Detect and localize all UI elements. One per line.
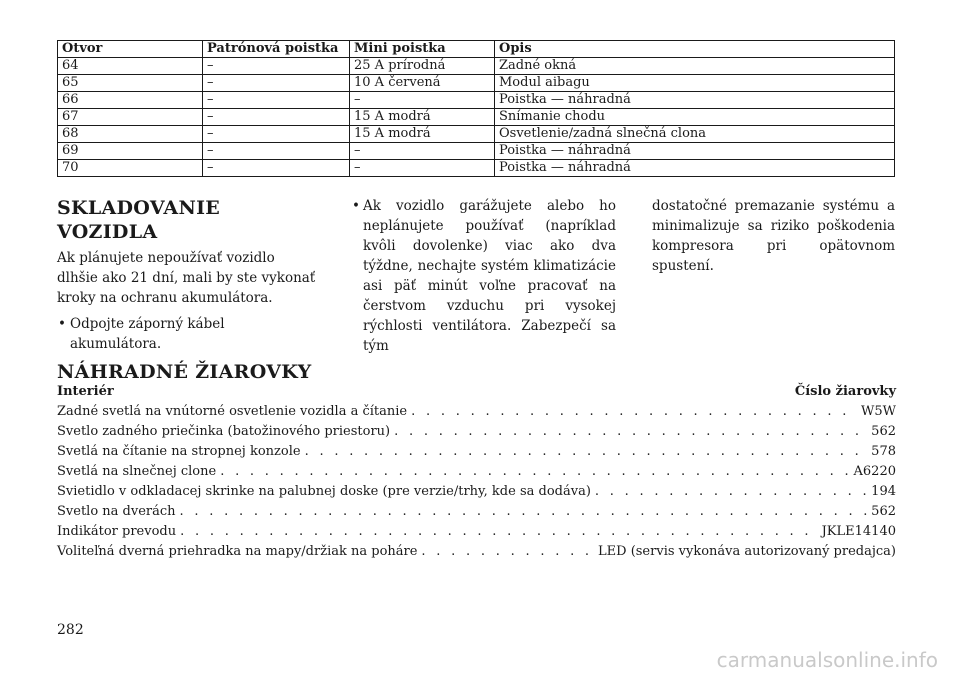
bulb-label: Indikátor prevodu xyxy=(57,524,177,539)
dot-leader xyxy=(220,462,849,482)
cell-cartridge: – xyxy=(203,126,350,143)
bulb-label: Svetlá na čítanie na stropnej konzole xyxy=(57,444,301,459)
bulb-number: 578 xyxy=(871,444,896,459)
storage-intro: Ak plánujete nepoužívať vozidlo dlhšie ako 21 dní, mali by ste vykonať kroky na ochranu akumulátora. xyxy=(57,250,316,306)
cell-description: Snímanie chodu xyxy=(495,109,895,126)
bulb-label: Svetlá na slnečnej clone xyxy=(57,464,217,479)
cell-cartridge: – xyxy=(203,143,350,160)
table-row xyxy=(58,126,895,143)
list-item xyxy=(57,542,896,562)
storage-column-right xyxy=(652,196,895,276)
bulb-label: Svetlo na dverách xyxy=(57,504,176,519)
cell-description: Poistka — náhradná xyxy=(495,160,895,177)
list-item xyxy=(57,522,896,542)
bulb-list-header xyxy=(57,382,896,402)
bullet-icon: • xyxy=(58,316,66,332)
cell-cavity: 68 xyxy=(58,126,203,143)
cell-description: Poistka — náhradná xyxy=(495,92,895,109)
dot-leader xyxy=(595,482,867,502)
cell-description: Poistka — náhradná xyxy=(495,143,895,160)
storage-bullet-1: Odpojte záporný kábel akumulátora. xyxy=(70,316,225,352)
list-item xyxy=(57,422,896,442)
header-mini-fuse: Mini poistka xyxy=(350,41,495,58)
table-row xyxy=(58,75,895,92)
storage-heading xyxy=(57,196,317,244)
cell-cartridge: – xyxy=(203,92,350,109)
cell-description: Zadné okná xyxy=(495,58,895,75)
bulb-number: W5W xyxy=(861,404,896,419)
bulb-number: 194 xyxy=(871,484,896,499)
cell-description: Modul aibagu xyxy=(495,75,895,92)
fuse-table xyxy=(57,40,895,177)
dot-leader xyxy=(180,522,817,542)
list-item xyxy=(57,314,317,354)
cell-cartridge: – xyxy=(203,75,350,92)
bulb-number: 562 xyxy=(871,504,896,519)
table-row xyxy=(58,109,895,126)
cell-cavity: 64 xyxy=(58,58,203,75)
cell-cartridge: – xyxy=(203,109,350,126)
cell-cavity: 66 xyxy=(58,92,203,109)
list-item xyxy=(57,502,896,522)
cell-cavity: 67 xyxy=(58,109,203,126)
cell-mini: – xyxy=(350,143,495,160)
bulb-number: JKLE14140 xyxy=(821,524,896,539)
cell-mini: – xyxy=(350,160,495,177)
storage-bullet-2: Ak vozidlo garážujete alebo ho neplánujete používať (napríklad kvôli dovolenke) viac ako dva týždne, nechajte systém klimatizácie asi päť minút voľne pracovať na čerstvom vzduchu pri vysokej rýchlosti ventilátora. Zabezpečí sa tým xyxy=(363,198,616,354)
table-row xyxy=(58,143,895,160)
storage-heading-line1: SKLADOVANIE xyxy=(57,197,221,219)
bulb-number: 562 xyxy=(871,424,896,439)
cell-mini: – xyxy=(350,92,495,109)
cell-cartridge: – xyxy=(203,160,350,177)
bulb-list xyxy=(57,382,896,562)
table-row xyxy=(58,92,895,109)
cell-mini: 25 A prírodná xyxy=(350,58,495,75)
cell-cavity: 69 xyxy=(58,143,203,160)
cell-mini: 10 A červená xyxy=(350,75,495,92)
bulbs-heading: NÁHRADNÉ ŽIAROVKY xyxy=(57,361,312,383)
storage-continuation: dostatočné premazanie systému a minimalizuje sa riziko poškodenia kompresora pri opätovnom spustení. xyxy=(652,198,895,274)
table-row xyxy=(58,58,895,75)
header-cartridge-fuse: Patrónová poistka xyxy=(203,41,350,58)
bulb-number: LED (servis vykonáva autorizovaný predajca) xyxy=(598,544,896,559)
bulb-col-number: Číslo žiarovky xyxy=(794,384,896,399)
storage-heading-line2: VOZIDLA xyxy=(57,221,158,243)
table-row xyxy=(58,160,895,177)
bulb-label: Zadné svetlá na vnútorné osvetlenie vozidla a čítanie xyxy=(57,404,408,419)
fuse-table-header xyxy=(58,41,895,58)
header-otvor: Otvor xyxy=(58,41,203,58)
dot-leader xyxy=(305,442,868,462)
dot-leader xyxy=(394,422,867,442)
list-item xyxy=(350,196,616,356)
bulb-col-interior: Interiér xyxy=(57,384,114,399)
header-description: Opis xyxy=(495,41,895,58)
cell-mini: 15 A modrá xyxy=(350,126,495,143)
cell-mini: 15 A modrá xyxy=(350,109,495,126)
bulb-label: Svetlo zadného priečinka (batožinového priestoru) xyxy=(57,424,391,439)
dot-leader xyxy=(421,542,594,562)
list-item xyxy=(57,482,896,502)
watermark: carmanualsonline.info xyxy=(716,648,938,672)
list-item xyxy=(57,442,896,462)
page-number: 282 xyxy=(57,622,84,638)
storage-column-middle xyxy=(350,196,616,356)
list-item xyxy=(57,462,896,482)
list-item xyxy=(57,402,896,422)
cell-description: Osvetlenie/zadná slnečná clona xyxy=(495,126,895,143)
storage-column-left xyxy=(57,196,317,384)
bulb-label: Svietidlo v odkladacej skrinke na palubnej doske (pre verzie/trhy, kde sa dodáva) xyxy=(57,484,591,499)
bulb-label: Voliteľná dverná priehradka na mapy/držiak na poháre xyxy=(57,544,418,559)
dot-leader xyxy=(411,402,857,422)
bullet-icon: • xyxy=(352,198,360,214)
cell-cartridge: – xyxy=(203,58,350,75)
dot-leader xyxy=(180,502,868,522)
cell-cavity: 70 xyxy=(58,160,203,177)
cell-cavity: 65 xyxy=(58,75,203,92)
bulb-number: A6220 xyxy=(853,464,896,479)
